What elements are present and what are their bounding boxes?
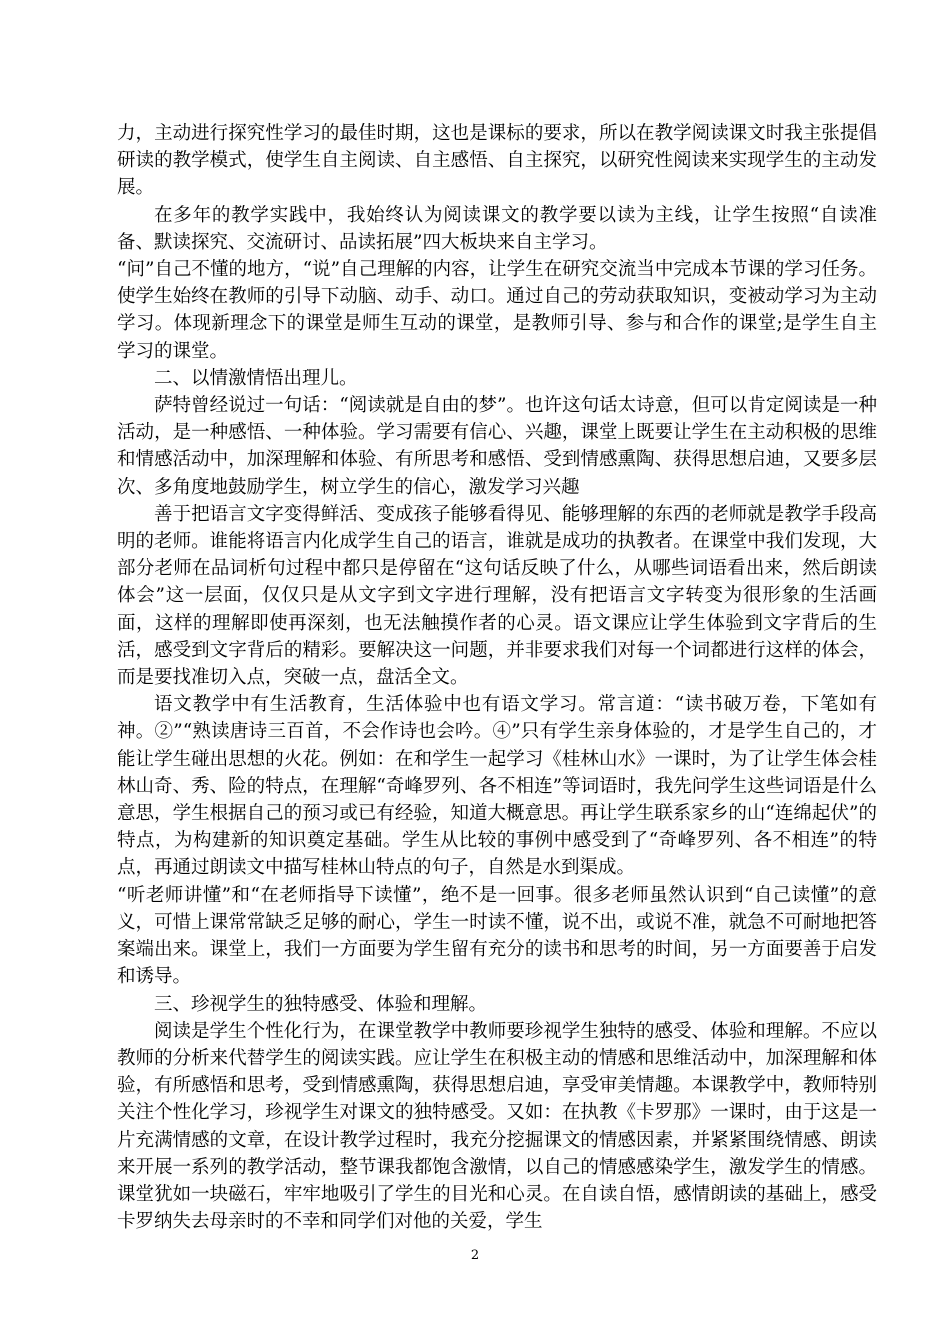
paragraph: “问”自己不懂的地方，“说”自己理解的内容，让学生在研究交流当中完成本节课的学习任务。使学生始终在教师的引导下动脑、动手、动口。通过自己的劳动获取知识，变被动学习为主动学习。体现新理念下的课堂是师生互动的课堂，是教师引导、参与和合作的课堂;是学生自主学习的课堂。 <box>117 259 877 362</box>
body-text <box>117 120 877 1235</box>
paragraph-continuation: 力，主动进行探究性学习的最佳时期，这也是课标的要求，所以在教学阅读课文时我主张提倡研读的教学模式，使学生自主阅读、自主感悟、自主探究，以研究性阅读来实现学生的主动发展。 <box>117 123 877 199</box>
paragraph: 萨特曾经说过一句话：“阅读就是自由的梦”。也许这句话太诗意，但可以肯定阅读是一种活动，是一种感悟、一种体验。学习需要有信心、兴趣，课堂上既要让学生在主动积极的思维和情感活动中，加深理解和体验、有所思考和感悟、受到情感熏陶、获得思想启迪，又要多层次、多角度地鼓励学生，树立学生的信心，激发学习兴趣 <box>117 395 877 498</box>
page-number: 2 <box>470 1248 480 1263</box>
paragraph: 阅读是学生个性化行为，在课堂教学中教师要珍视学生独特的感受、体验和理解。不应以教师的分析来代替学生的阅读实践。应让学生在积极主动的情感和思维活动中，加深理解和体验，有所感悟和思考，受到情感熏陶，获得思想启迪，享受审美情趣。本课教学中，教师特别关注个性化学习，珍视学生对课文的独特感受。又如：在执教《卡罗那》一课时，由于这是一片充满情感的文章，在设计教学过程时，我充分挖掘课文的情感因素，并紧紧围绕情感、朗读来开展一系列的教学活动，整节课我都饱含激情，以自己的情感感染学生，激发学生的情感。课堂犹如一块磁石，牢牢地吸引了学生的目光和心灵。在自读自悟，感情朗读的基础上，感受卡罗纳失去母亲时的不幸和同学们对他的关爱，学生 <box>117 1020 877 1233</box>
paragraph: 善于把语言文字变得鲜活、变成孩子能够看得见、能够理解的东西的老师就是教学手段高明的老师。谁能将语言内化成学生自己的语言，谁就是成功的执教者。在课堂中我们发现，大部分老师在品词析句过程中都只是停留在“这句话反映了什么，从哪些词语看出来，然后朗读体会”这一层面，仅仅只是从文字到文字进行理解，没有把语言文字转变为很形象的生活画面，这样的理解即使再深刻，也无法触摸作者的心灵。语文课应让学生体验到文字背后的生活，感受到文字背后的精彩。要解决这一问题，并非要求我们对每一个词都进行这样的体会，而是要找准切入点，突破一点，盘活全文。 <box>117 503 877 689</box>
paragraph: 语文教学中有生活教育，生活体验中也有语文学习。常言道：“读书破万卷，下笔如有神。②”“熟读唐诗三百首，不会作诗也会吟。④”只有学生亲身体验的，才是学生自己的，才能让学生碰出思想的火花。例如：在和学生一起学习《桂林山水》一课时，为了让学生体会桂林山奇、秀、险的特点，在理解“奇峰罗列、各不相连”等词语时，我先问学生这些词语是什么意思，学生根据自己的预习或已有经验，知道大概意思。再让学生联系家乡的山“连绵起伏”的特点，为构建新的知识奠定基础。学生从比较的事例中感受到了“奇峰罗列、各不相连”的特点，再通过朗读文中描写桂林山特点的句子，自然是水到渠成。 <box>117 694 877 879</box>
paragraph: 在多年的教学实践中，我始终认为阅读课文的教学要以读为主线，让学生按照“自读准备、默读探究、交流研讨、品读拓展”四大板块来自主学习。 <box>117 204 877 253</box>
paragraph: “听老师讲懂”和“在老师指导下读懂”，绝不是一回事。很多老师虽然认识到“自己读懂”的意义，可惜上课常常缺乏足够的耐心，学生一时读不懂，说不出，或说不准，就急不可耐地把答案端出来。课堂上，我们一方面要为学生留有充分的读书和思考的时间，另一方面要善于启发和诱导。 <box>117 884 877 988</box>
section-heading-3: 三、珍视学生的独特感受、体验和理解。 <box>154 993 488 1015</box>
section-heading-2: 二、以情激情悟出理儿。 <box>154 367 358 389</box>
